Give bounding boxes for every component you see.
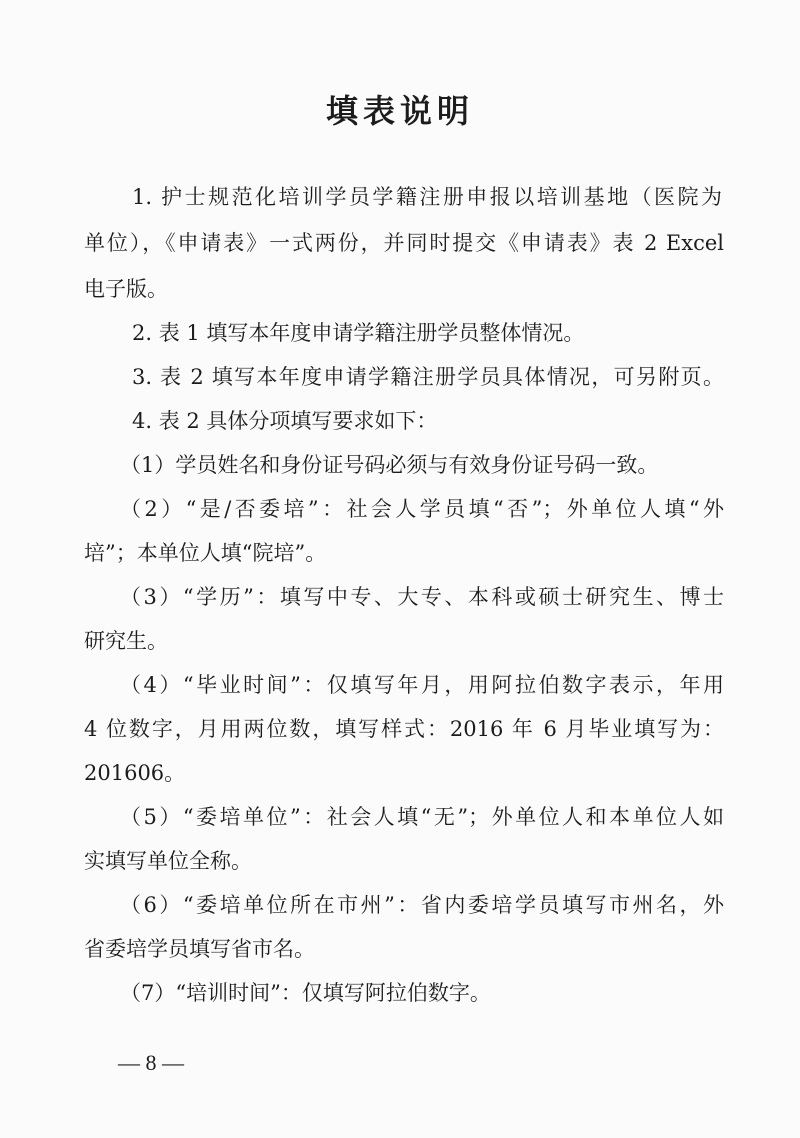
paragraph-line: （1）学员姓名和身份证号码必须与有效身份证号码一致。 (120, 453, 659, 477)
paragraph-line: 研究生。 (84, 629, 168, 653)
paragraph-line: 1. 护士规范化培训学员学籍注册申报以培训基地（医院为 (132, 185, 722, 209)
paragraph-line: （2）“是/否委培”：社会人学员填“否”；外单位人填“外 (120, 497, 724, 521)
paragraph-line: 2. 表 1 填写本年度申请学籍注册学员整体情况。 (132, 321, 585, 345)
page-title: 填表说明 (325, 92, 474, 130)
paragraph-line: 4 位数字，月用两位数，填写样式：2016 年 6 月毕业填写为： (84, 717, 724, 741)
paragraph-line: 实填写单位全称。 (84, 849, 252, 873)
page-number: — 8 — (118, 1050, 184, 1075)
paragraph-line: 单位），《申请表》一式两份，并同时提交《申请表》表 2 Excel (84, 231, 724, 255)
paragraph-line: 201606。 (84, 761, 186, 785)
paragraph-line: 培”；本单位人填“院培”。 (84, 541, 327, 565)
paragraph-line: 电子版。 (84, 277, 168, 301)
paragraph-line: 4. 表 2 具体分项填写要求如下： (132, 409, 438, 433)
paragraph-line: （6）“委培单位所在市州”：省内委培学员填写市州名，外 (120, 893, 724, 917)
paragraph-line: 3. 表 2 填写本年度申请学籍注册学员具体情况，可另附页。 (132, 365, 724, 389)
paragraph-line: 省委培学员填写省市名。 (84, 937, 315, 961)
paragraph-line: （7）“培训时间”：仅填写阿拉伯数字。 (120, 981, 491, 1005)
paragraph-line: （3）“学历”：填写中专、大专、本科或硕士研究生、博士 (120, 585, 724, 609)
paragraph-line: （5）“委培单位”：社会人填“无”；外单位人和本单位人如 (120, 805, 724, 829)
paragraph-line: （4）“毕业时间”：仅填写年月，用阿拉伯数字表示，年用 (120, 673, 724, 697)
